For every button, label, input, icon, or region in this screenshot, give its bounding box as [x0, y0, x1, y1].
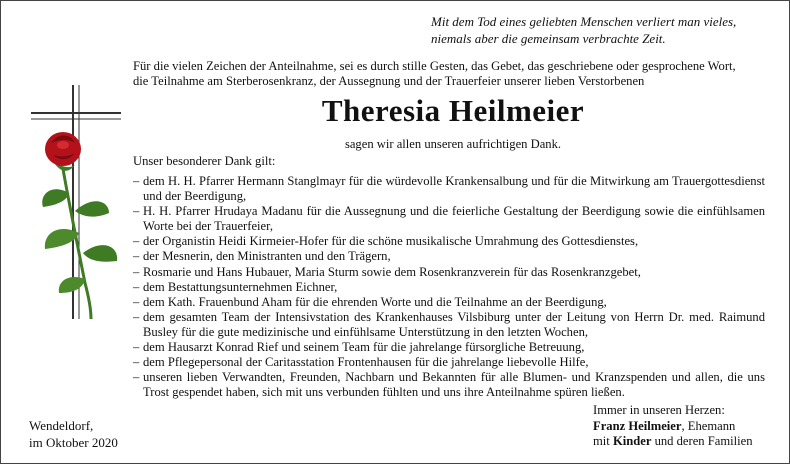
leaf: [59, 277, 85, 293]
deceased-name: Theresia Heilmeier: [321, 93, 585, 128]
thanks-item: – Rosmarie und Hans Hubauer, Maria Sturm sowie dem Rosenkranzverein für das Rosenkranzgebet,: [133, 265, 765, 280]
date: im Oktober 2020: [29, 435, 118, 450]
leaf: [83, 245, 117, 262]
thanks-item: – der Mesnerin, den Ministranten und den Trägern,: [133, 249, 765, 264]
place-date: [29, 417, 118, 451]
intro-line-2: die Teilnahme am Sterberosenkranz, der Aussegnung und der Trauerfeier unserer lieben Verstorbenen: [133, 74, 645, 88]
cross-with-rose-icon: [29, 83, 129, 323]
leaf: [75, 201, 109, 216]
thanks-item: – dem Hausarzt Konrad Rief und seinem Team für die jahrelange fürsorgliche Betreuung,: [133, 340, 765, 355]
signature-intro: Immer in unseren Herzen:: [593, 403, 725, 417]
family-mit: mit: [593, 434, 613, 448]
thanks-item: – der Organistin Heidi Kirmeier-Hofer für die schöne musikalische Umrahmung des Gottesdienstes,: [133, 234, 765, 249]
thanks-item: – dem Kath. Frauenbund Aham für die ehrenden Worte und die Teilnahme an der Beerdigung,: [133, 295, 765, 310]
special-thanks-heading: Unser besonderer Dank gilt:: [133, 154, 276, 168]
thanks-line: sagen wir allen unseren aufrichtigen Dank.: [344, 137, 562, 151]
signature-family: [593, 434, 753, 450]
signature: [593, 403, 753, 450]
family-children: Kinder: [612, 434, 652, 448]
thanks-item: – dem Pflegepersonal der Caritasstation Frontenhausen für die jahrelange liebevolle Hilfe,: [133, 355, 765, 370]
thanks-item: – dem H. H. Pfarrer Hermann Stanglmayr für die würdevolle Krankensalbung und für die Mitwirkung am Trauergottesdienst und der Beerdigung,: [133, 174, 765, 204]
quote-line-2: niemals aber die gemeinsam verbrachte Zeit.: [431, 31, 666, 46]
intro-line-1: Für die vielen Zeichen der Anteilnahme, sei es durch stille Gesten, das Gebet, das geschriebene oder gesprochene Wort,: [133, 59, 736, 73]
thanks-list: [133, 174, 765, 400]
intro-text: [133, 59, 773, 89]
leaf: [42, 189, 69, 207]
quote-line-1: Mit dem Tod eines geliebten Menschen verliert man vieles,: [431, 14, 737, 29]
spouse-name: Franz Heilmeier: [593, 418, 682, 433]
place: Wendeldorf,: [29, 418, 94, 433]
rose-stem: [63, 169, 91, 319]
quote: [431, 13, 771, 47]
thanks-item: – dem gesamten Team der Intensivstation des Krankenhauses Vilsbiburg unter der Leitung von Herrn Dr. med. Raimund Busley für die gute medizinische und einfühlsame Unterstützung in den letzten Wochen,: [133, 310, 765, 340]
thanks-item: – dem Bestattungsunternehmen Eichner,: [133, 280, 765, 295]
thanks-item: – H. H. Pfarrer Hrudaya Madanu für die Aussegnung und die feierliche Gestaltung der Beerdigung sowie die einfühlsamen Worte bei der Trauerfeier,: [133, 204, 765, 234]
signature-spouse: [593, 419, 753, 435]
spouse-relation: , Ehemann: [681, 418, 736, 433]
family-rest: und deren Familien: [651, 434, 753, 448]
rose-highlight: [57, 141, 69, 149]
thanks-item: – unseren lieben Verwandten, Freunden, Nachbarn und Bekannten für alle Blumen- und Kranzspenden und allen, die uns Trost gespendet haben, sich mit uns verbunden fühlten und uns ihre Anteilnahme spüren ließen.: [133, 370, 765, 400]
